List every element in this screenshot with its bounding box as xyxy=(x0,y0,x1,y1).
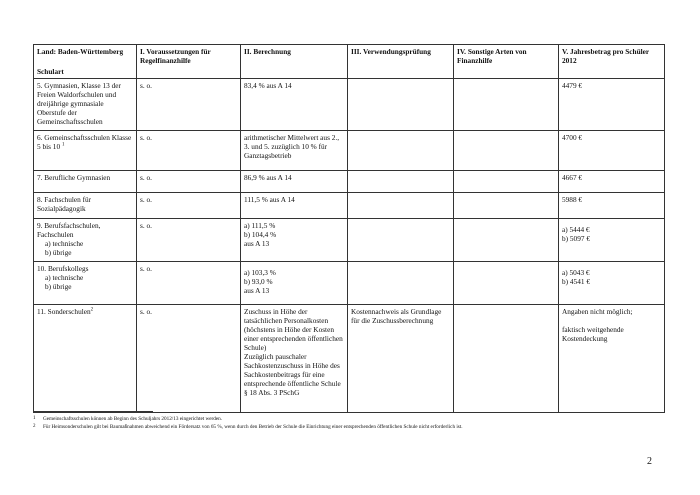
amount-cell: 4700 € xyxy=(559,131,665,171)
other-aid-cell xyxy=(454,219,559,262)
calc-cell: 83,4 % aus A 14 xyxy=(241,79,348,131)
table-row xyxy=(34,79,665,131)
table-row xyxy=(34,305,665,413)
school-type-cell: 7. Berufliche Gymnasien xyxy=(34,171,137,193)
audit-cell xyxy=(348,131,454,171)
header-annual-amount: V. Jahresbetrag pro Schüler 2012 xyxy=(559,45,665,79)
audit-cell: Kostennachweis als Grundlage für die Zuschussberechnung xyxy=(348,305,454,413)
school-type-cell: 8. Fachschulen für Sozialpädagogik xyxy=(34,193,137,219)
header-calculation: II. Berechnung xyxy=(241,45,348,79)
school-type-cell: 11. Sonderschulen$^2$ xyxy=(34,305,137,413)
calc-cell: 86,9 % aus A 14 xyxy=(241,171,348,193)
table-row xyxy=(34,193,665,219)
footnote-ref: 1 xyxy=(61,142,65,148)
other-aid-cell xyxy=(454,131,559,171)
amount-cell: 4667 € xyxy=(559,171,665,193)
calc-cell: a) 103,3 % b) 93,0 % aus A 13 xyxy=(241,262,348,305)
footnote-separator xyxy=(33,411,153,412)
audit-cell xyxy=(348,262,454,305)
other-aid-cell xyxy=(454,193,559,219)
subtype-b: b) übrige xyxy=(45,248,72,257)
subtype-a: a) technische xyxy=(45,239,84,248)
table-header-row xyxy=(34,45,665,79)
subtype-b: b) übrige xyxy=(45,282,72,291)
amount-cell: a) 5444 € b) 5097 € xyxy=(559,219,665,262)
footnote: 2 Für Heimsonderschulen gilt bei Baumaßnahmen abweichend ein Fördersatz von 65 %, wenn durch den Betrieb der Schule die Einrichtung einer entsprechenden öffentlichen Schule nicht erforderlich ist. xyxy=(33,424,463,430)
table-row xyxy=(34,131,665,171)
header-land-label: Land: Baden-Württemberg xyxy=(37,47,124,56)
calc-cell: arithmetischer Mittelwert aus 2., 3. und 5. zuzüglich 10 % für Ganztagsbetrieb xyxy=(241,131,348,171)
audit-cell xyxy=(348,193,454,219)
audit-cell xyxy=(348,79,454,131)
audit-cell xyxy=(348,171,454,193)
prereq-cell: s. o. xyxy=(137,79,241,131)
header-prerequisites: I. Voraussetzungen für Regelfinanzhilfe xyxy=(137,45,241,79)
other-aid-cell xyxy=(454,262,559,305)
header-audit: III. Verwendungsprüfung xyxy=(348,45,454,79)
subtype-a: a) technische xyxy=(45,273,84,282)
calc-cell: 111,5 % aus A 14 xyxy=(241,193,348,219)
table-row xyxy=(34,219,665,262)
amount-cell: 4479 € xyxy=(559,79,665,131)
header-school-type xyxy=(34,45,137,79)
amount-cell: 5988 € xyxy=(559,193,665,219)
other-aid-cell xyxy=(454,171,559,193)
page-number: 2 xyxy=(647,456,652,467)
prereq-cell: s. o. xyxy=(137,305,241,413)
other-aid-cell xyxy=(454,79,559,131)
prereq-cell: s. o. xyxy=(137,262,241,305)
prereq-cell: s. o. xyxy=(137,193,241,219)
calc-cell: Zuschuss in Höhe der tatsächlichen Personalkosten (höchstens in Höhe der Kosten einer entsprechenden öffentlichen Schule) Zuzüglich pauschaler Sachkostenzuschuss in Höhe des Sachkostenbeitrags für eine entsprechende öffentliche Schule § 18 Abs. 3 PSchG xyxy=(241,305,348,413)
amount-cell: Angaben nicht möglich; faktisch weitgehende Kostendeckung xyxy=(559,305,665,413)
table-row xyxy=(34,262,665,305)
table-row xyxy=(34,171,665,193)
header-other-aid: IV. Sonstige Arten von Finanzhilfe xyxy=(454,45,559,79)
school-type-cell: 9. Berufsfachschulen, Fachschulen a) technische b) übrige xyxy=(34,219,137,262)
footnote: 1 Gemeinschaftsschulen können ab Beginn des Schuljahrs 2012/13 eingerichtet werden. xyxy=(33,416,223,422)
prereq-cell: s. o. xyxy=(137,219,241,262)
audit-cell xyxy=(348,219,454,262)
other-aid-cell xyxy=(454,305,559,413)
amount-cell: a) 5043 € b) 4541 € xyxy=(559,262,665,305)
funding-table xyxy=(33,44,665,413)
prereq-cell: s. o. xyxy=(137,171,241,193)
school-type-cell: 5. Gymnasien, Klasse 13 der Freien Waldorfschulen und dreijährige gymnasiale Oberstufe der Gemeinschaftsschulen xyxy=(34,79,137,131)
prereq-cell: s. o. xyxy=(137,131,241,171)
footnotes xyxy=(33,415,673,431)
calc-cell: a) 111,5 % b) 104,4 % aus A 13 xyxy=(241,219,348,262)
header-schulart-label: Schulart xyxy=(37,67,64,76)
footnote-ref: 2 xyxy=(90,307,94,313)
school-type-cell: 10. Berufskollegs a) technische b) übrige xyxy=(34,262,137,305)
school-type-cell: 6. Gemeinschaftsschulen Klasse 5 bis 10 $^1$ xyxy=(34,131,137,171)
